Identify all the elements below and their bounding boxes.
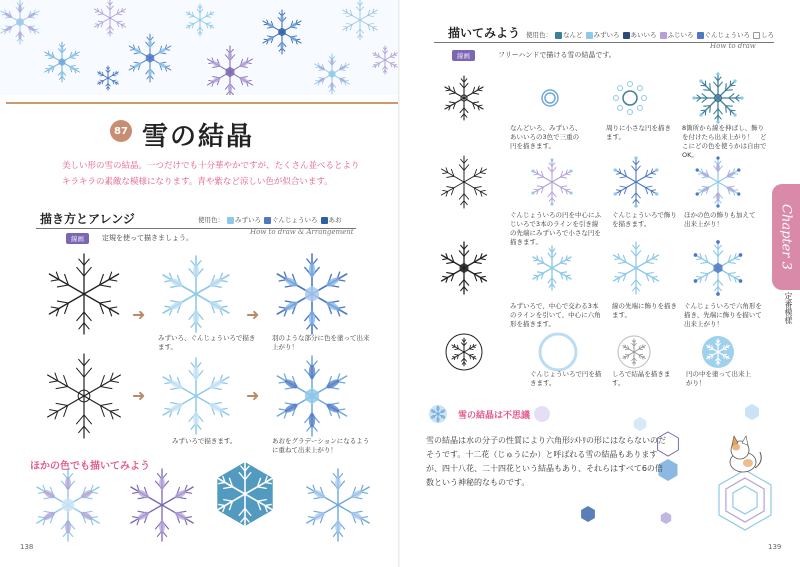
legend-item: なんど	[555, 30, 583, 39]
step-caption: 周りに小さな円を描きます。	[606, 124, 671, 141]
decor-circle-icon	[534, 406, 550, 422]
section-title-how-to-draw-arrange: 描き方とアレンジ	[40, 212, 135, 226]
snowflake-line-drawing-icon	[441, 242, 486, 294]
other-colors-title: ほかの色でも描いてみよう	[30, 461, 150, 472]
snowflake-finished-icon	[277, 356, 346, 436]
chapter-label: 定番模様	[784, 292, 793, 324]
snowflake-variant-icon	[131, 469, 193, 541]
section-subtitle-en: How to draw	[710, 42, 756, 50]
snowflake-line-drawing-icon	[452, 338, 476, 366]
step-caption: 8箇所から線を伸ばし、飾りを付けたら出来上がり！ どこにどの色を使うかは自由でOK。	[682, 124, 767, 159]
snowflake-step-icon	[614, 156, 659, 207]
circle-icon	[628, 82, 633, 87]
legend-item: しろ	[753, 30, 774, 39]
step-caption: 羽のような部分に色を塗って出来上がり！	[272, 334, 370, 351]
legend-item: あお	[321, 215, 342, 224]
right-page	[400, 0, 800, 567]
hexagon-icon	[581, 506, 595, 522]
snowflake-line-drawing-icon	[48, 354, 121, 438]
line-drawing-tag: 線画	[452, 50, 475, 61]
arrow-icon: ➜	[246, 386, 260, 405]
circle-icon	[618, 105, 623, 110]
step-caption: しろで結晶を描きます。	[612, 370, 671, 387]
snowflake-line-drawing-icon	[445, 76, 483, 120]
step-caption: みずいろ、ぐんじょういろで描きます。	[158, 334, 256, 351]
wonder-body: 雪の結晶は水の分子の性質により六角形ｼﾒﾄﾘの形にはならないのだそうです。十二花（じゅうにか）と呼ばれる雪の結晶もありますが、四十八花、二十四花という結晶もあり、それらはすべて6の倍数という神秘的なものです。	[426, 436, 666, 487]
step-caption: あおをグラデーションになるように重ねて出来上がり！	[272, 437, 370, 454]
hexagon-icon	[733, 486, 757, 514]
hexagon-icon	[745, 404, 759, 420]
step-caption: ぐんじょういろで六角形を描き、先端に飾りを描いて出来上がり！	[684, 302, 762, 328]
hexagon-icon	[661, 512, 671, 524]
legend-label: 使用色：	[526, 31, 552, 39]
page-number: 139	[768, 543, 782, 551]
chapter-tab: Chapter 3	[772, 184, 800, 290]
section-subtitle-en: How to draw & Arrangement	[250, 228, 354, 236]
snowflake-finished-icon	[692, 72, 743, 123]
circle-icon	[642, 96, 647, 101]
legend-item: ふじいろ	[660, 30, 694, 39]
circle-icon	[637, 86, 642, 91]
circle-icon	[545, 93, 555, 103]
tag-note: フリーハンドで描ける雪の結晶です。	[498, 51, 616, 59]
snowflake-step-icon	[531, 158, 572, 205]
step-caption: なんどいろ、みずいろ、あいいろの3色で三重の円を描きます。	[510, 124, 582, 150]
snowflake-variant-icon	[307, 469, 369, 541]
snowflake-line-drawing-icon	[49, 254, 118, 334]
legend-item: みずいろ	[227, 215, 261, 224]
page-number: 138	[20, 543, 34, 551]
circle-icon	[540, 334, 576, 370]
snowflake-finished-icon	[694, 240, 743, 296]
circle-icon	[637, 105, 642, 110]
arrow-icon: ➜	[132, 386, 146, 405]
step-caption: ぐんじょういろで飾りを描きます。	[612, 211, 677, 228]
page-title: 雪の結晶	[142, 122, 255, 152]
tag-note: 定規を使って描きましょう。	[102, 234, 193, 242]
hexagon-icon	[726, 478, 764, 522]
hexagon-icon	[719, 470, 771, 530]
snowflake-step-icon	[623, 339, 646, 365]
step-caption: 線の先端に飾りを描きます。	[612, 302, 677, 319]
step-caption: 円の中を塗って出来上がり！	[686, 370, 751, 387]
step-caption: ぐんじょういろで円を描きます。	[530, 370, 602, 387]
wonder-title: 雪の結晶は不思議	[458, 411, 531, 421]
snowflake-step-icon	[163, 256, 229, 332]
circle-icon	[614, 96, 619, 101]
snowflake-finished-icon	[696, 156, 741, 207]
legend-item: ぐんじょういろ	[264, 215, 318, 224]
snowflake-step-icon	[613, 242, 658, 294]
legend-item: あいいろ	[623, 30, 657, 39]
item-number-badge: 87	[110, 120, 132, 142]
line-drawing-tag: 線画	[66, 233, 89, 244]
legend-label: 使用色：	[198, 216, 224, 224]
legend-item: みずいろ	[586, 30, 620, 39]
intro-text: 美しい形の雪の結晶。一つだけでも十分華やかですが、たくさん並べるとよりキラキラの素敵な模様になります。青や紫など涼しい色が似合います。	[62, 161, 360, 187]
snowflake-variant-icon	[37, 469, 99, 541]
circle-icon	[623, 91, 637, 105]
snowflake-step-icon	[533, 246, 571, 290]
arrow-icon: ➜	[132, 305, 146, 324]
circle-icon	[628, 110, 633, 115]
arrow-icon: ➜	[246, 305, 260, 324]
snowflake-finished-icon	[277, 254, 346, 334]
step-caption: ほかの色の飾りも加えて出来上がり！	[684, 211, 756, 228]
snowflake-step-icon	[163, 358, 229, 434]
circle-icon	[618, 86, 623, 91]
step-caption: みずいろで、中心で交わる3本のラインを引いて、中心に六角形を描きます。	[510, 302, 601, 328]
legend-item: ぐんじょういろ	[697, 30, 751, 39]
cat-illustration	[730, 436, 761, 472]
hexagon-icon	[634, 417, 646, 431]
step-caption: ぐんじょういろの円を中心にふじいろで3本のラインを引き線の先端にみずいろで小さな円を描きます。	[510, 211, 601, 246]
section-title-try-drawing: 描いてみよう	[448, 26, 521, 40]
snowflake-line-drawing-icon	[441, 156, 486, 208]
step-caption: みずいろで描きます。	[172, 437, 237, 445]
